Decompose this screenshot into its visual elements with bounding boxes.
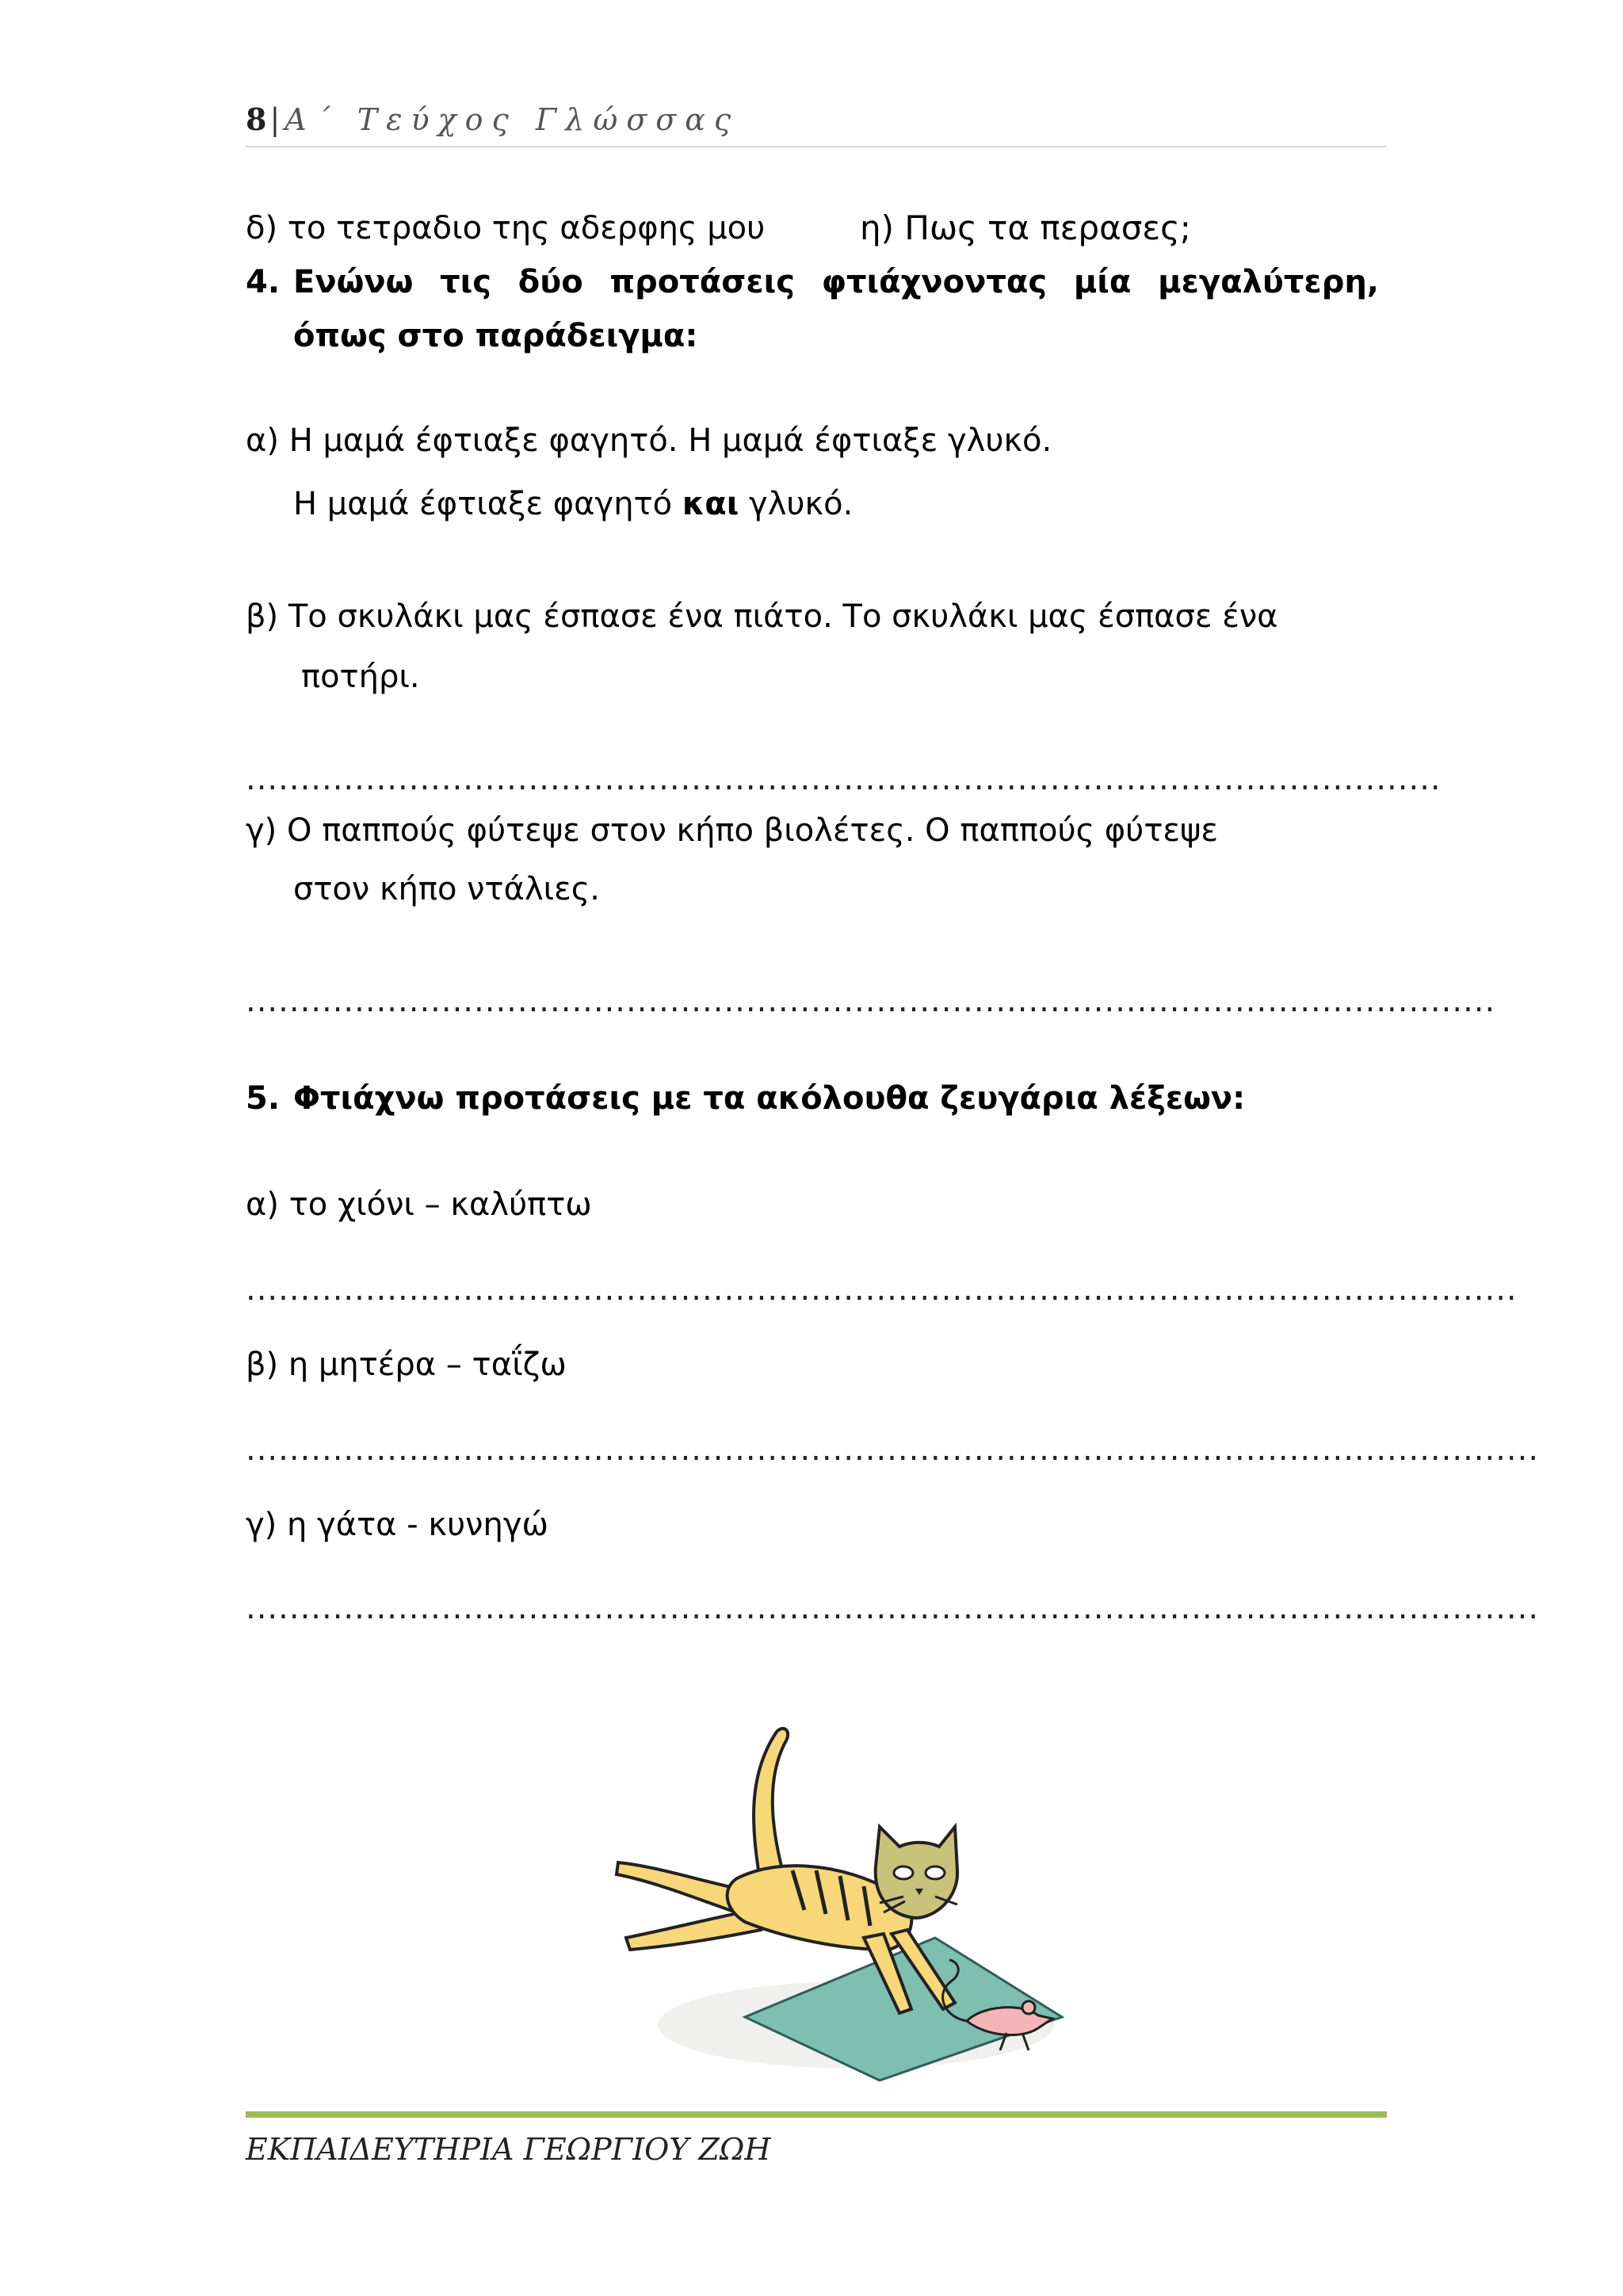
footer-rule [246, 2111, 1387, 2118]
cat-back-leg-1 [617, 1862, 745, 1914]
prev-item-d: δ) το τετραδιο της αδερφης μου [246, 210, 766, 246]
exercise4-answer-c-line[interactable]: ................................................................................................................... [246, 983, 1496, 1019]
exercise4-item-c-line2: στον κήπο ντάλιες. [293, 871, 600, 907]
exercise5-answer-b-line[interactable]: ....................................................................................................................... [246, 1431, 1540, 1468]
exercise4-item-b-line1: β) Το σκυλάκι μας έσπασε ένα πιάτο. Το σκυλάκι μας έσπασε ένα [246, 598, 1278, 635]
mouse-ear [1022, 2001, 1035, 2014]
exercise5-instruction: Φτιάχνω προτάσεις με τα ακόλουθα ζευγάρια λέξεων: [293, 1080, 1246, 1117]
exercise4-number: 4. [246, 264, 281, 300]
exercise5-answer-c-line[interactable]: ....................................................................................................................... [246, 1590, 1540, 1626]
page-number: 8 [246, 101, 267, 137]
cat-eye-left [894, 1866, 913, 1879]
exercise4-item-b-line2: ποτήρι. [301, 659, 420, 695]
header-rule [246, 146, 1387, 147]
exercise5-number: 5. [246, 1080, 281, 1117]
header-title: Α΄ Τεύχος Γλώσσας [285, 102, 740, 137]
exercise5-item-b: β) η μητέρα – ταΐζω [246, 1347, 567, 1383]
cat-chasing-mouse-illustration [594, 1708, 1086, 2080]
cat-eye-right [926, 1866, 945, 1879]
footer-text: ΕΚΠΑΙΔΕΥΤΗΡΙΑ ΓΕΩΡΓΙΟΥ ΖΩΗ [246, 2132, 771, 2167]
example-answer-start: Η μαμά έφτιαξε φαγητό [293, 486, 682, 522]
example-answer-end: γλυκό. [739, 486, 854, 522]
page-header [246, 101, 739, 137]
exercise4-answer-b-line[interactable]: .............................................................................................................. [246, 761, 1442, 797]
exercise4-example-a: α) Η μαμά έφτιαξε φαγητό. Η μαμά έφτιαξε γλυκό. [246, 422, 1052, 459]
exercise5-item-a: α) το χιόνι – καλύπτω [246, 1186, 592, 1223]
example-answer-conjunction: και [682, 486, 739, 522]
cat-tail [754, 1729, 788, 1886]
prev-item-h: η) Πως τα περασες; [860, 208, 1191, 247]
exercise5-item-c: γ) η γάτα - κυνηγώ [246, 1507, 548, 1543]
header-separator: | [269, 102, 281, 137]
exercise5-answer-a-line[interactable]: ..................................................................................................................... [246, 1271, 1518, 1308]
exercise4-example-answer [293, 483, 853, 525]
exercise4-instruction-line1: Ενώνω τις δύο προτάσεις φτιάχνοντας μία μεγαλύτερη, [293, 264, 1379, 300]
exercise4-instruction-line2: όπως στο παράδειγμα: [293, 318, 698, 354]
exercise4-item-c-line1: γ) Ο παππούς φύτεψε στον κήπο βιολέτες. Ο παππούς φύτεψε [246, 812, 1219, 849]
